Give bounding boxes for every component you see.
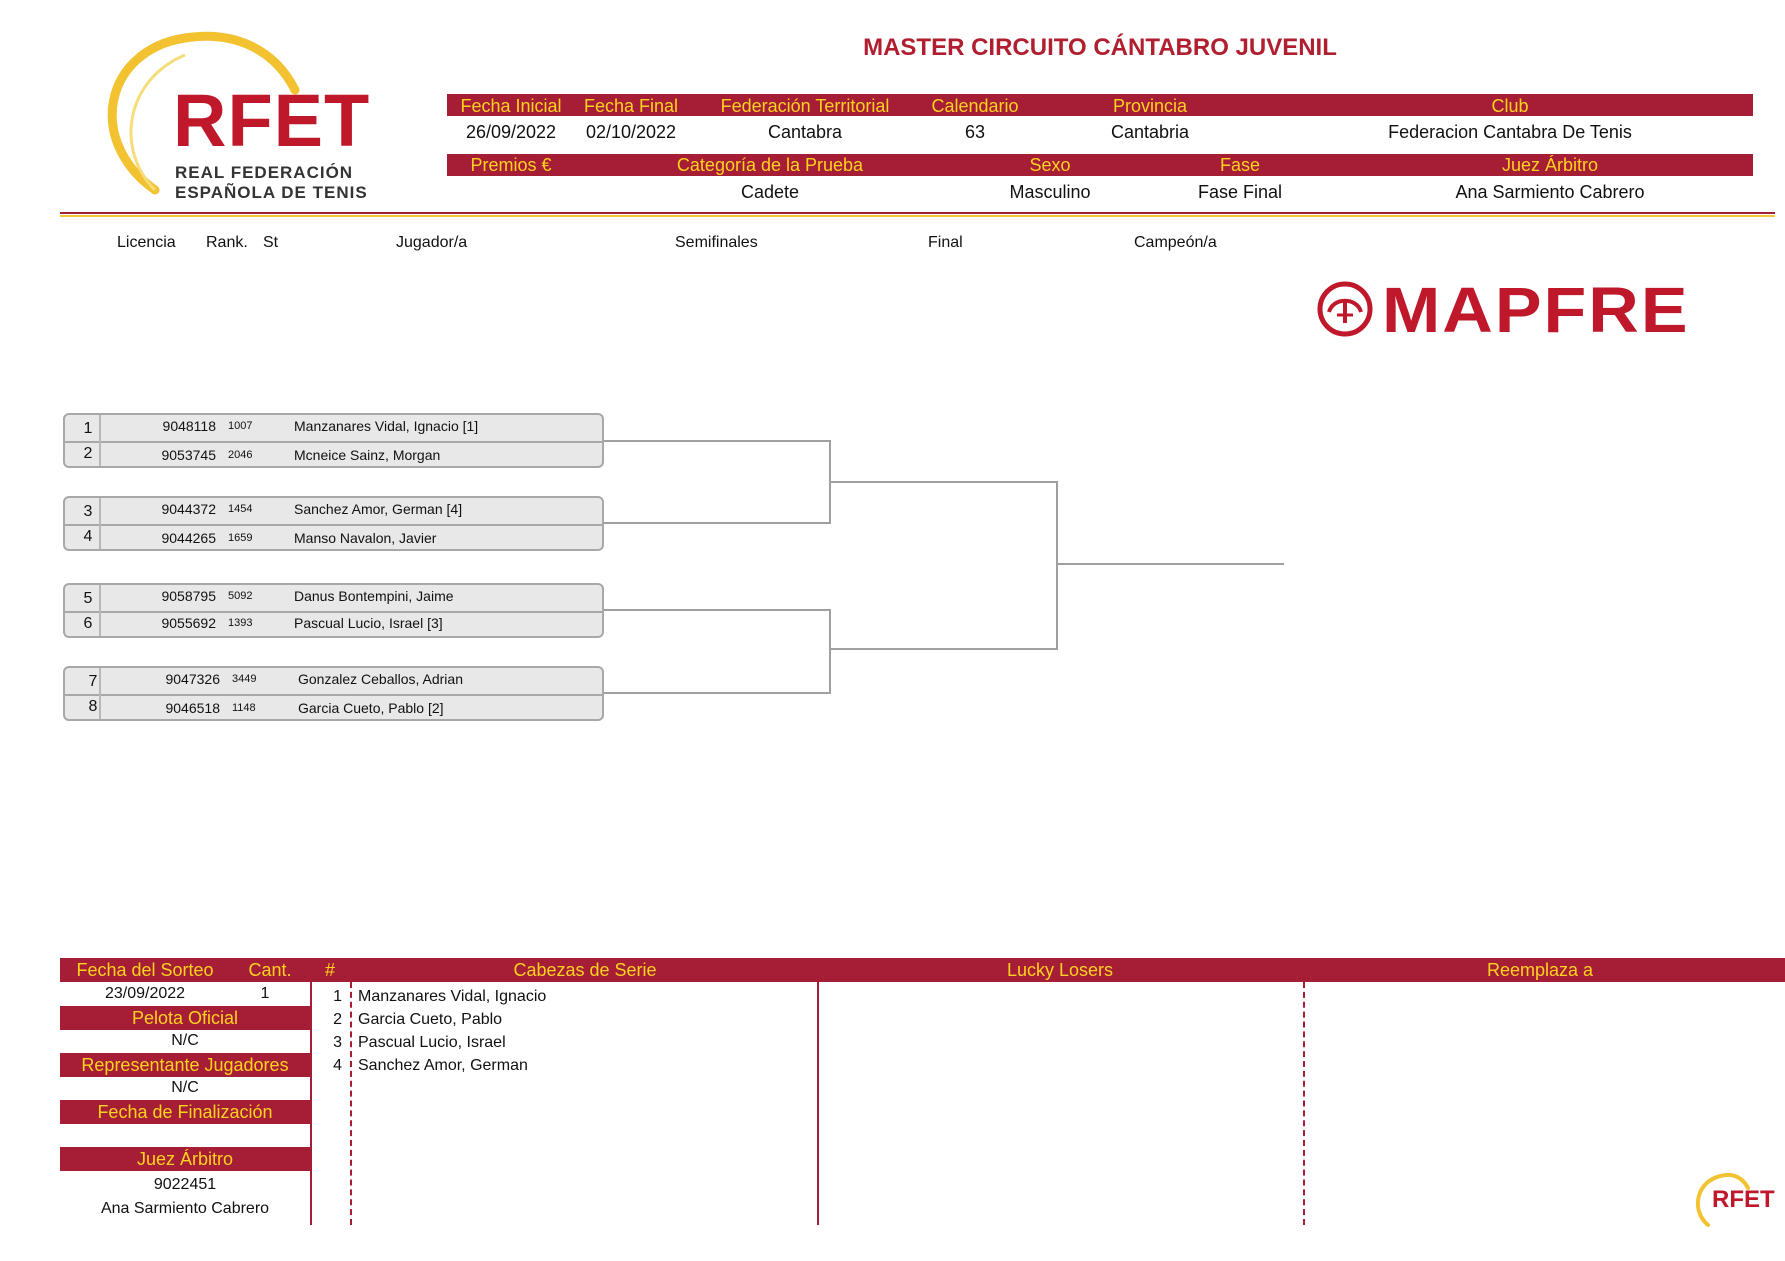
- player-name: Garcia Cueto, Pablo [2]: [298, 700, 444, 716]
- seed-number: 2: [333, 1011, 342, 1028]
- bottom-dashed-divider: [350, 982, 352, 1225]
- bracket-line: [829, 609, 831, 694]
- player-name: Pascual Lucio, Israel [3]: [294, 615, 443, 631]
- rfet-logo: [95, 30, 385, 210]
- value-provincia: Cantabria: [1110, 122, 1190, 142]
- mapfre-logo: [1310, 272, 1750, 346]
- bracket-line: [829, 648, 1057, 650]
- bracket-line: [604, 440, 830, 442]
- player-licencia: 9055692: [161, 615, 216, 631]
- value-federacion: Cantabra: [767, 122, 843, 142]
- player-licencia: 9047326: [165, 671, 220, 687]
- col-st: St: [263, 234, 279, 251]
- col-semifinales: Semifinales: [675, 234, 758, 251]
- label-fecha-final: Fecha Final: [583, 96, 679, 116]
- player-rank: 1454: [228, 503, 253, 515]
- bracket-line: [1056, 481, 1058, 650]
- value-juez-licencia: 9022451: [153, 1176, 217, 1193]
- value-club: Federacion Cantabra De Tenis: [1388, 122, 1632, 142]
- label-premios: Premios €: [470, 155, 552, 175]
- seed-name: Pascual Lucio, Israel: [358, 1034, 506, 1051]
- bracket-line: [604, 692, 830, 694]
- value-sexo: Masculino: [1009, 182, 1091, 202]
- rfet-small-logo: [1690, 1170, 1780, 1230]
- seed-number: 1: [333, 988, 342, 1005]
- player-pos: 2: [83, 445, 93, 462]
- seed-name: Manzanares Vidal, Ignacio: [358, 988, 547, 1005]
- player-licencia: 9044372: [161, 501, 216, 517]
- label-hash: #: [324, 960, 335, 980]
- mapfre-wordmark: MAPFRE: [1382, 274, 1690, 346]
- col-final: Final: [928, 234, 963, 251]
- label-fase: Fase: [1219, 155, 1261, 175]
- seed-number: 3: [333, 1034, 342, 1051]
- player-licencia: 9058795: [161, 588, 216, 604]
- label-juez: Juez Árbitro: [1501, 155, 1599, 175]
- bottom-dashed-divider: [1303, 982, 1305, 1225]
- col-campeon: Campeón/a: [1134, 234, 1217, 251]
- label-federacion: Federación Territorial: [720, 96, 890, 116]
- player-rank: 1148: [232, 702, 256, 714]
- seed-name: Garcia Cueto, Pablo: [358, 1011, 503, 1028]
- value-juez: Ana Sarmiento Cabrero: [1455, 182, 1645, 202]
- value-juez-nombre: Ana Sarmiento Cabrero: [100, 1200, 270, 1217]
- player-pos: 8: [88, 698, 98, 715]
- label-sexo: Sexo: [1029, 155, 1071, 175]
- label-lucky: Lucky Losers: [1006, 960, 1114, 980]
- player-pos: 4: [83, 528, 93, 545]
- logo-wordmark: RFET: [173, 79, 371, 162]
- mapfre-emblem-icon: [1315, 279, 1375, 339]
- player-pos: 7: [88, 673, 98, 690]
- label-reemplaza: Reemplaza a: [1486, 960, 1594, 980]
- label-calendario: Calendario: [931, 96, 1019, 116]
- value-calendario: 63: [964, 122, 986, 142]
- player-licencia: 9044265: [161, 530, 216, 546]
- seed-number: 4: [333, 1057, 342, 1074]
- player-rank: 1393: [228, 617, 253, 629]
- label-cant: Cant.: [248, 960, 292, 980]
- value-pelota: N/C: [171, 1032, 199, 1049]
- player-name: Manzanares Vidal, Ignacio [1]: [294, 418, 479, 434]
- logo-line1: REAL FEDERACIÓN: [175, 163, 354, 182]
- value-fecha-sorteo: 23/09/2022: [104, 985, 186, 1002]
- player-name: Manso Navalon, Javier: [294, 530, 437, 546]
- header-divider-red: [60, 212, 1775, 214]
- label-fecha-sorteo: Fecha del Sorteo: [76, 960, 214, 980]
- label-provincia: Provincia: [1112, 96, 1188, 116]
- value-fecha-final: 02/10/2022: [585, 122, 677, 142]
- label-categoria: Categoría de la Prueba: [676, 155, 864, 175]
- label-juez-bottom: Juez Árbitro: [136, 1149, 234, 1169]
- player-licencia: 9053745: [161, 447, 216, 463]
- player-rank: 1659: [228, 532, 253, 544]
- value-categoria: Cadete: [740, 182, 800, 202]
- player-rank: 3449: [232, 673, 257, 685]
- bottom-divider: [310, 982, 312, 1225]
- label-fecha-inicial: Fecha Inicial: [460, 96, 562, 116]
- bracket-line: [829, 481, 1057, 483]
- player-rank: 1007: [228, 420, 253, 432]
- player-name: Mcneice Sainz, Morgan: [294, 447, 441, 463]
- logo-line2: ESPAÑOLA DE TENIS: [175, 183, 368, 202]
- label-cabezas: Cabezas de Serie: [513, 960, 657, 980]
- value-fase: Fase Final: [1197, 182, 1283, 202]
- label-representante: Representante Jugadores: [81, 1055, 289, 1075]
- bracket-line: [1056, 563, 1284, 565]
- label-pelota: Pelota Oficial: [131, 1008, 239, 1028]
- col-jugador: Jugador/a: [396, 234, 468, 251]
- label-finalizacion: Fecha de Finalización: [97, 1102, 273, 1122]
- player-pos: 6: [83, 615, 93, 632]
- value-cant: 1: [260, 985, 270, 1002]
- value-representante: N/C: [171, 1079, 199, 1096]
- col-licencia: Licencia: [117, 234, 176, 251]
- label-club: Club: [1491, 96, 1529, 116]
- page-title: MASTER CIRCUITO CÁNTABRO JUVENIL: [863, 34, 1337, 61]
- bottom-divider: [817, 982, 819, 1225]
- bracket-line: [604, 609, 830, 611]
- player-name: Sanchez Amor, German [4]: [294, 501, 463, 517]
- header-divider-yellow: [60, 215, 1775, 217]
- player-pos: 3: [83, 503, 93, 520]
- value-fecha-inicial: 26/09/2022: [465, 122, 557, 142]
- player-rank: 2046: [228, 449, 253, 461]
- player-pos: 1: [83, 420, 93, 437]
- player-pos: 5: [83, 590, 93, 607]
- player-name: Gonzalez Ceballos, Adrian: [298, 671, 463, 687]
- player-name: Danus Bontempini, Jaime: [294, 588, 454, 604]
- seed-name: Sanchez Amor, German: [358, 1057, 528, 1074]
- bracket-line: [604, 522, 830, 524]
- player-rank: 5092: [228, 590, 253, 602]
- small-logo-wordmark: RFET: [1712, 1186, 1775, 1213]
- player-licencia: 9048118: [162, 418, 216, 434]
- player-licencia: 9046518: [165, 700, 220, 716]
- col-rank: Rank.: [206, 234, 248, 251]
